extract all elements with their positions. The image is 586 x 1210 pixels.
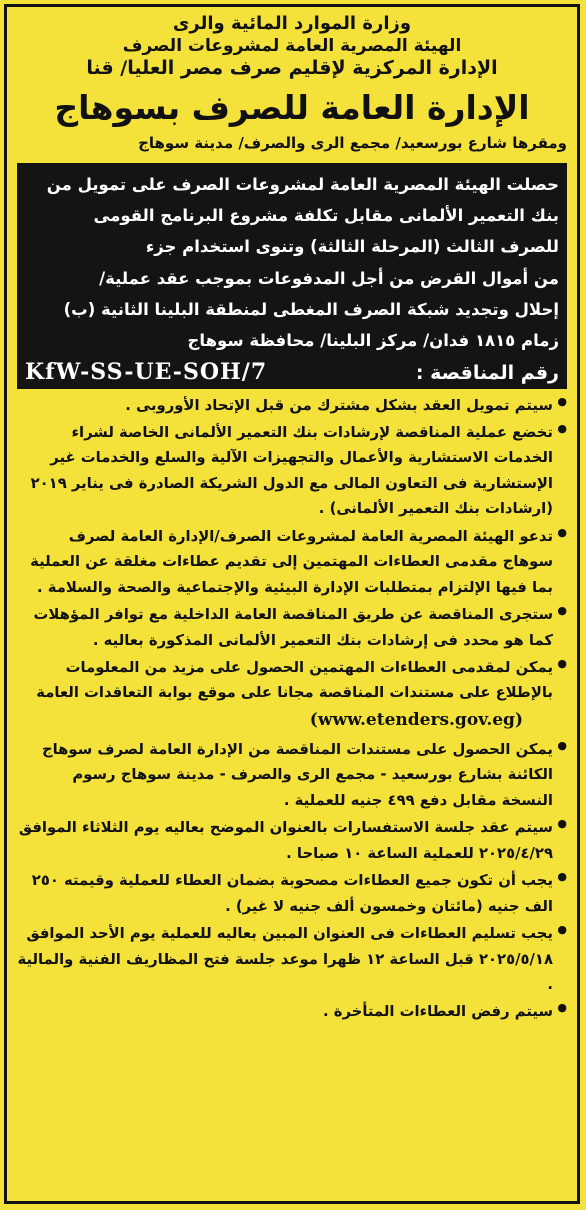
intro-line: إحلال وتجديد شبكة الصرف المغطى لمنطقة البلينا الثانية (ب) — [63, 299, 559, 319]
conditions-list — [17, 393, 567, 1025]
list-item: ● تخضع عملية المناقصة لإرشادات بنك التعمير الألمانى الخاصة لشراء الخدمات الاستشارية والأعمال والتجهيزات الآلية والسلع والخدمات غير الإستشارية فى التعاون المالى مع الدول الشريكة الصادرة فى يناير ٢٠١٩ (ارشادات بنك التعمير الألمانى) . — [17, 420, 567, 522]
intro-line: بنك التعمير الألمانى مقابل تكلفة مشروع البرنامج القومى — [93, 205, 559, 225]
intro-box — [17, 163, 567, 389]
list-item — [17, 655, 567, 735]
list-item: ● سيتم تمويل العقد بشكل مشترك من قبل الإتحاد الأوروبى . — [17, 393, 567, 418]
address-line: ومقرها شارع بورسعيد/ مجمع الرى والصرف/ مدينة سوهاج — [138, 133, 567, 152]
authority-name: الهيئة المصرية العامة لمشروعات الصرف — [122, 35, 462, 56]
general-admin-title: الإدارة العامة للصرف بسوهاج — [54, 87, 530, 127]
intro-line: للصرف الثالث (المرحلة الثالثة) وتنوى استخدام جزء — [145, 237, 559, 257]
tender-label: رقم المناقصة : — [415, 361, 559, 384]
list-item: ● تدعو الهيئة المصرية العامة لمشروعات الصرف/الإدارة العامة لصرف سوهاج مقدمى العطاءات المهتمين إلى تقديم عطاءات مغلقة عن العملية بما فيها الإلتزام بمتطلبات الإدارة البيئية والإجتماعية والصحة والسلامة . — [17, 524, 567, 600]
tender-code: KfW-SS-UE-SOH/7 — [25, 358, 268, 385]
tender-row — [25, 359, 559, 385]
ministry-name: وزارة الموارد المائية والرى — [172, 13, 412, 34]
list-item: ● سيتم رفض العطاءات المتأخرة . — [17, 999, 567, 1024]
intro-line: من أموال القرض من أجل المدفوعات بموجب عقد عملية/ — [99, 268, 559, 288]
info-text: يمكن لمقدمى العطاءات المهتمين الحصول على مزيد من المعلومات بالإطلاع على مستندات المناقصة مجانا على موقع بوابة التعاقدات العامة — [36, 658, 553, 702]
announcement-body — [7, 7, 577, 1025]
list-item: ● ستجرى المناقصة عن طريق المناقصة العامة الداخلية مع توافر المؤهلات كما هو محدد فى إرشادات بنك التعمير الألمانى المذكورة بعاليه . — [17, 602, 567, 653]
announcement-frame — [4, 4, 580, 1204]
central-admin-name: الإدارة المركزية لإقليم صرف مصر العليا/ قنا — [86, 56, 498, 79]
list-item: ● يجب أن تكون جميع العطاءات مصحوبة بضمان العطاء للعملية وقيمته ٢٥٠ الف جنيه (مائتان وخمسون ألف جنيه لا غير) . — [17, 868, 567, 919]
intro-line: زمام ١٨١٥ فدان/ مركز البلينا/ محافظة سوهاج — [187, 331, 559, 351]
list-item: ● سيتم عقد جلسة الاستفسارات بالعنوان الموضح بعاليه يوم الثلاثاء الموافق ٢٠٢٥/٤/٢٩ للعملية الساعة ١٠ صباحا . — [17, 815, 567, 866]
list-item: ● يجب تسليم العطاءات فى العنوان المبين بعاليه للعملية يوم الأحد الموافق ٢٠٢٥/٥/١٨ قبل الساعة ١٢ ظهرا موعد جلسة فتح المظاريف الفنية والمالية . — [17, 921, 567, 997]
website-link[interactable]: (www.etenders.gov.eg) — [309, 709, 523, 730]
intro-line: حصلت الهيئة المصرية العامة لمشروعات الصرف على تمويل من — [46, 174, 559, 194]
list-item: ● يمكن الحصول على مستندات المناقصة من الإدارة العامة لصرف سوهاج الكائنة بشارع بورسعيد - مجمع الرى والصرف - مدينة سوهاج رسوم النسخة مقابل دفع ٤٩٩ جنيه للعملية . — [17, 737, 567, 813]
